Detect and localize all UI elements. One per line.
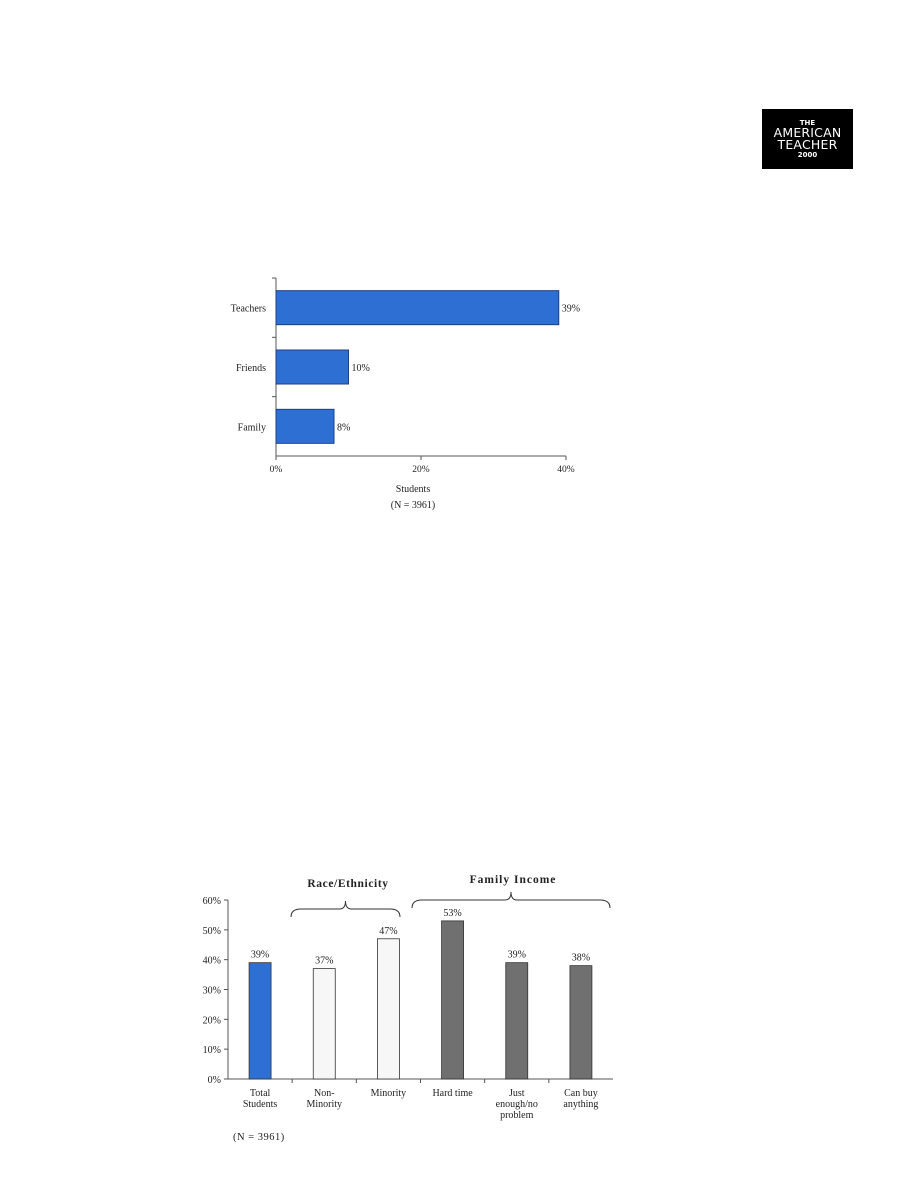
y-tick-label: 60% [202, 896, 221, 907]
logo-line-year: 2000 [797, 150, 818, 159]
data-label: 8% [337, 422, 351, 434]
bar-just-enough-no-problem [506, 963, 528, 1079]
y-tick-label: 40% [202, 955, 221, 967]
category-label: Total [249, 1088, 271, 1099]
category-label: enough/no [495, 1099, 538, 1110]
bar-minority [377, 939, 399, 1079]
data-label: 37% [315, 955, 334, 967]
sample-size-note: (N = 3961) [233, 1132, 285, 1143]
bar-total-students [249, 963, 271, 1079]
family-income-brace [412, 892, 610, 908]
category-label: Friends [236, 363, 266, 374]
category-label: Minority [306, 1099, 343, 1110]
category-label: Non- [313, 1088, 335, 1099]
category-label: anything [563, 1099, 599, 1110]
logo-line-american: AMERICAN [773, 124, 842, 140]
y-tick-label: 20% [202, 1015, 221, 1027]
logo-line-the: THE [799, 118, 816, 127]
category-label: Teachers [230, 303, 266, 315]
group-label-race-ethnicity: Race/Ethnicity [307, 878, 389, 890]
race-ethnicity-brace [291, 901, 400, 917]
category-label: Family [237, 422, 266, 434]
x-tick-label: 0% [269, 465, 283, 475]
y-tick-label: 30% [202, 985, 221, 997]
data-label: 39% [250, 949, 270, 961]
data-label: 53% [443, 907, 462, 919]
data-label: 38% [571, 952, 591, 964]
y-tick-label: 10% [202, 1045, 221, 1057]
sample-size-note: (N = 3961) [390, 500, 436, 511]
y-tick-label: 50% [202, 925, 221, 937]
category-label: problem [500, 1110, 534, 1121]
category-label: Minority [370, 1088, 407, 1099]
data-label: 39% [561, 303, 581, 315]
y-tick-label: 0% [207, 1075, 221, 1086]
group-label-family-income: Family Income [469, 874, 557, 886]
data-label: 47% [379, 925, 398, 937]
x-tick-label: 40% [557, 465, 575, 475]
logo-line-teacher: TEACHER [777, 137, 838, 152]
bar-hard-time [442, 921, 464, 1079]
category-label: Students [242, 1099, 278, 1110]
x-tick-label: 20% [412, 465, 430, 475]
data-label: 39% [507, 949, 526, 961]
data-label: 10% [351, 363, 370, 374]
category-label: Hard time [432, 1088, 473, 1099]
category-label: Can buy [564, 1088, 598, 1099]
bar-non-minority [313, 969, 335, 1079]
x-axis-title: Students [395, 484, 431, 495]
bar-can-buy-anything [570, 966, 592, 1079]
category-label: Just [508, 1088, 525, 1099]
